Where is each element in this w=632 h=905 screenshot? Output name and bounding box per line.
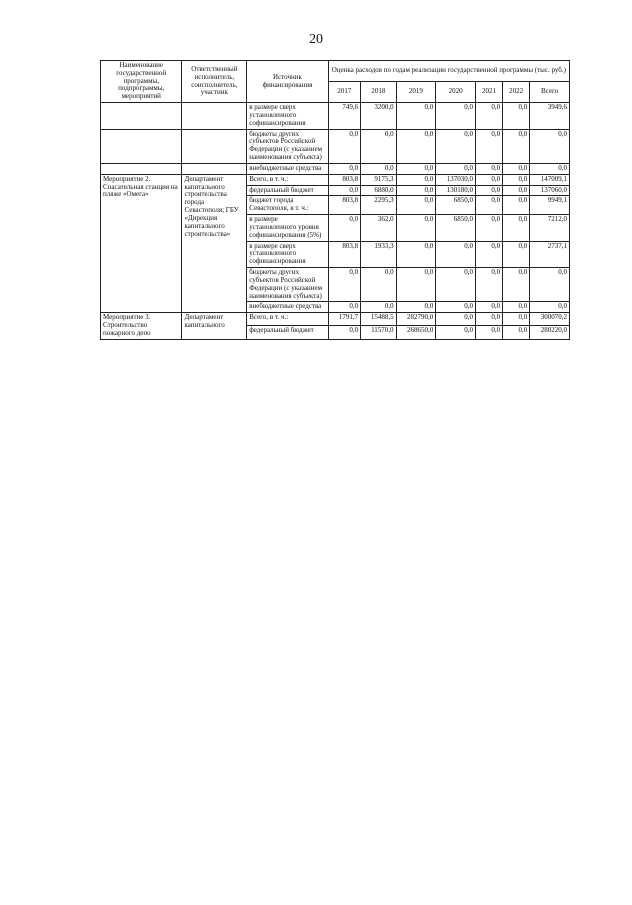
cell-source: внебюджетные средства bbox=[247, 163, 328, 174]
cell-value: 0,0 bbox=[475, 185, 502, 196]
financing-table bbox=[100, 60, 570, 340]
cell-value: 0,0 bbox=[503, 241, 530, 267]
page-number: 20 bbox=[309, 32, 323, 47]
cell-value: 282790,0 bbox=[396, 313, 436, 326]
cell-value: 803,8 bbox=[328, 196, 360, 215]
cell-value: 11570,0 bbox=[361, 326, 397, 339]
cell-value: 0,0 bbox=[475, 163, 502, 174]
year-header: 2021 bbox=[475, 82, 502, 103]
cell-value: 0,0 bbox=[475, 174, 502, 185]
cell-value: 0,0 bbox=[396, 185, 436, 196]
year-header: 2019 bbox=[396, 82, 436, 103]
cell-source: федеральный бюджет bbox=[247, 185, 328, 196]
cell-value: 0,0 bbox=[436, 103, 476, 129]
cell-value: 0,0 bbox=[328, 302, 360, 313]
header-row bbox=[101, 61, 570, 82]
cell-value: 0,0 bbox=[396, 241, 436, 267]
cell-value: 0,0 bbox=[328, 129, 360, 163]
cell-value: 0,0 bbox=[503, 326, 530, 339]
header-estimate: Оценка расходов по годам реализации государственной программы (тыс. руб.) bbox=[328, 61, 569, 82]
cell-value: 0,0 bbox=[475, 268, 502, 302]
cell-value: 0,0 bbox=[396, 196, 436, 215]
year-header: 2018 bbox=[361, 82, 397, 103]
cell-name bbox=[101, 103, 182, 129]
cell-total: 9949,1 bbox=[530, 196, 570, 215]
cell-source: в размере сверх установленного софинансирования bbox=[247, 103, 328, 129]
cell-value: 0,0 bbox=[503, 196, 530, 215]
cell-source: бюджет города Севастополя, в т. ч.: bbox=[247, 196, 328, 215]
cell-source: федеральный бюджет bbox=[247, 326, 328, 339]
cell-value: 0,0 bbox=[396, 103, 436, 129]
cell-value: 0,0 bbox=[361, 302, 397, 313]
table-row bbox=[101, 174, 570, 185]
cell-total: 0,0 bbox=[530, 302, 570, 313]
cell-value: 0,0 bbox=[396, 129, 436, 163]
cell-value: 0,0 bbox=[361, 268, 397, 302]
cell-value: 0,0 bbox=[396, 268, 436, 302]
cell-total: 147009,1 bbox=[530, 174, 570, 185]
year-header: 2020 bbox=[436, 82, 476, 103]
cell-value: 0,0 bbox=[503, 174, 530, 185]
table-body bbox=[101, 103, 570, 340]
cell-value: 0,0 bbox=[436, 268, 476, 302]
cell-value: 0,0 bbox=[475, 129, 502, 163]
cell-value: 0,0 bbox=[475, 215, 502, 241]
cell-source: внебюджетные средства bbox=[247, 302, 328, 313]
cell-total: 300070,2 bbox=[530, 313, 570, 326]
cell-value: 6850,0 bbox=[436, 196, 476, 215]
cell-value: 0,0 bbox=[436, 163, 476, 174]
cell-value: 0,0 bbox=[475, 302, 502, 313]
cell-value: 0,0 bbox=[328, 326, 360, 339]
cell-value: 0,0 bbox=[436, 326, 476, 339]
cell-value: 1791,7 bbox=[328, 313, 360, 326]
cell-executor bbox=[182, 163, 247, 174]
cell-executor bbox=[182, 103, 247, 129]
cell-value: 0,0 bbox=[503, 302, 530, 313]
total-header: Всего bbox=[530, 82, 570, 103]
cell-total: 3949,6 bbox=[530, 103, 570, 129]
cell-value: 803,8 bbox=[328, 241, 360, 267]
cell-value: 0,0 bbox=[328, 215, 360, 241]
cell-total: 0,0 bbox=[530, 129, 570, 163]
cell-value: 0,0 bbox=[503, 313, 530, 326]
cell-value: 0,0 bbox=[396, 163, 436, 174]
cell-value: 0,0 bbox=[396, 174, 436, 185]
cell-value: 0,0 bbox=[503, 215, 530, 241]
cell-total: 137060,0 bbox=[530, 185, 570, 196]
cell-executor bbox=[182, 129, 247, 163]
table-row bbox=[101, 163, 570, 174]
header-executor: Ответственный исполнитель, соисполнитель, участник bbox=[182, 61, 247, 103]
cell-value: 0,0 bbox=[503, 129, 530, 163]
financing-table-container bbox=[100, 60, 570, 860]
cell-executor: Департамент капитального строительства города Севастополя; ГБУ «Дирекция капитального строительства» bbox=[182, 174, 247, 312]
cell-value: 362,0 bbox=[361, 215, 397, 241]
cell-name: Мероприятие 2. Спасательная станция на пляже «Омега» bbox=[101, 174, 182, 312]
cell-value: 1933,3 bbox=[361, 241, 397, 267]
cell-source: Всего, в т. ч.: bbox=[247, 174, 328, 185]
cell-value: 0,0 bbox=[503, 185, 530, 196]
cell-value: 130180,0 bbox=[436, 185, 476, 196]
cell-value: 0,0 bbox=[436, 302, 476, 313]
year-header: 2017 bbox=[328, 82, 360, 103]
cell-value: 0,0 bbox=[361, 163, 397, 174]
cell-name: Мероприятие 3. Строительство пожарного депо bbox=[101, 313, 182, 339]
cell-value: 0,0 bbox=[361, 129, 397, 163]
cell-value: 0,0 bbox=[328, 268, 360, 302]
year-header: 2022 bbox=[503, 82, 530, 103]
cell-value: 0,0 bbox=[475, 103, 502, 129]
table-row bbox=[101, 313, 570, 326]
table-row bbox=[101, 129, 570, 163]
cell-value: 137030,0 bbox=[436, 174, 476, 185]
cell-name bbox=[101, 163, 182, 174]
cell-value: 0,0 bbox=[503, 103, 530, 129]
cell-value: 9175,3 bbox=[361, 174, 397, 185]
cell-value: 6880,0 bbox=[361, 185, 397, 196]
cell-value: 0,0 bbox=[328, 185, 360, 196]
cell-value: 0,0 bbox=[436, 313, 476, 326]
cell-source: бюджеты других субъектов Российской Федерации (с указанием наименования субъекта) bbox=[247, 129, 328, 163]
cell-value: 0,0 bbox=[475, 241, 502, 267]
cell-source: в размере сверх установленного софинансирования bbox=[247, 241, 328, 267]
cell-total: 2737,1 bbox=[530, 241, 570, 267]
cell-value: 0,0 bbox=[475, 313, 502, 326]
table-row bbox=[101, 103, 570, 129]
cell-total: 280220,0 bbox=[530, 326, 570, 339]
cell-value: 0,0 bbox=[503, 268, 530, 302]
cell-value: 0,0 bbox=[503, 163, 530, 174]
cell-source: Всего, в т. ч.: bbox=[247, 313, 328, 326]
cell-value: 0,0 bbox=[436, 129, 476, 163]
cell-total: 7212,0 bbox=[530, 215, 570, 241]
cell-value: 0,0 bbox=[396, 215, 436, 241]
cell-value: 268650,0 bbox=[396, 326, 436, 339]
cell-value: 3200,0 bbox=[361, 103, 397, 129]
cell-value: 0,0 bbox=[475, 326, 502, 339]
cell-value: 15488,5 bbox=[361, 313, 397, 326]
cell-value: 749,6 bbox=[328, 103, 360, 129]
cell-value: 0,0 bbox=[328, 163, 360, 174]
cell-value: 0,0 bbox=[396, 302, 436, 313]
cell-total: 0,0 bbox=[530, 163, 570, 174]
cell-total: 0,0 bbox=[530, 268, 570, 302]
header-name: Наименование государственной программы, подпрограммы, мероприятий bbox=[101, 61, 182, 103]
cell-name bbox=[101, 129, 182, 163]
cell-source: бюджеты других субъектов Российской Федерации (с указанием наименования субъекта) bbox=[247, 268, 328, 302]
header-source: Источник финансирования bbox=[247, 61, 328, 103]
cell-value: 0,0 bbox=[436, 241, 476, 267]
cell-value: 2295,3 bbox=[361, 196, 397, 215]
cell-source: в размере установленного уровня софинансирования (5%) bbox=[247, 215, 328, 241]
cell-value: 0,0 bbox=[475, 196, 502, 215]
cell-executor: Департамент капитального bbox=[182, 313, 247, 339]
cell-value: 803,8 bbox=[328, 174, 360, 185]
cell-value: 6850,0 bbox=[436, 215, 476, 241]
